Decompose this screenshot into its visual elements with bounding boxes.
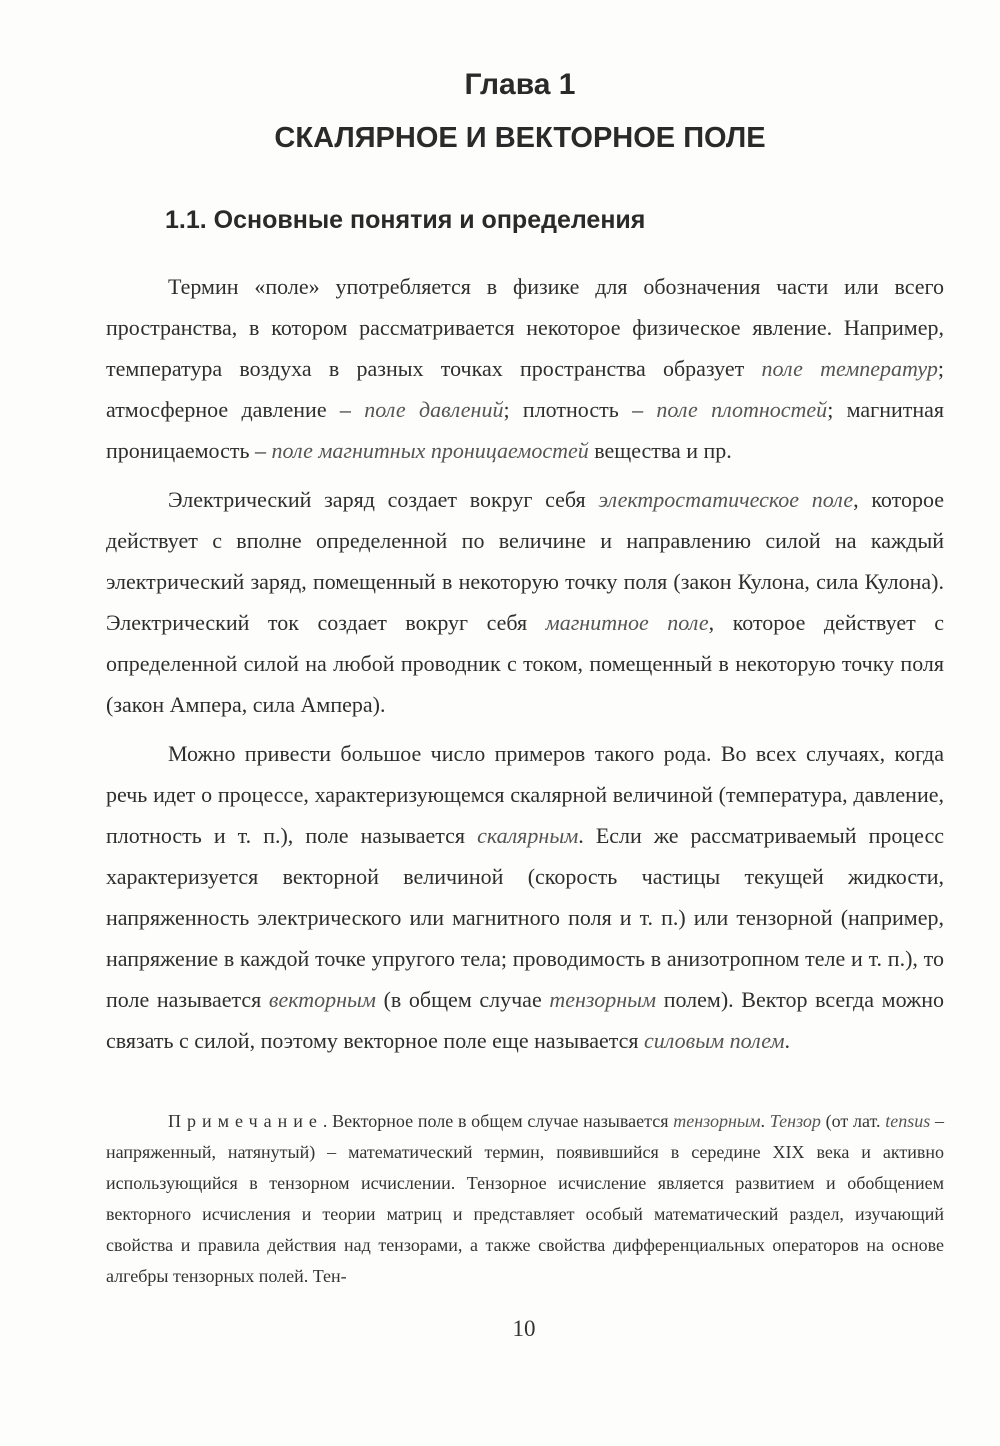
text-run: , которое действует с вполне определенной по величине и направлению силой на каждый электрический заряд, помещенный в некоторую точку поля (закон Кулона, сила Кулона). Электрический ток создает вокруг себя [106,487,944,635]
emphasis-term: поле давлений [364,397,504,422]
paragraph-1 [106,266,944,471]
emphasis-term: tensus [885,1111,931,1131]
emphasis-term: тензорным [549,987,657,1012]
emphasis-term: электростатическое поле [598,487,854,512]
text-run: . Если же рассматриваемый процесс характеризуется векторной величиной (скорость частицы текущей жидкости, напряженность электрического или магнитного поля и т. п.) или тензорной (например, напряжение в каждой точке упругого тела; проводимость в анизотропном теле и т. п.), то поле называется [106,823,944,1012]
text-run: . Векторное поле в общем случае называется [322,1111,674,1131]
text-run: Можно привести большое число примеров такого рода. Во всех случаях, когда речь идет о процессе, характеризующемся скалярной величиной (температура, давление, плотность и т. п.), поле называется [106,741,944,848]
body-text [106,266,944,1069]
page-number: 10 [512,1316,536,1341]
text-run: ; плотность – [503,397,657,422]
emphasis-term: тензорным [673,1111,761,1131]
emphasis-term: поле плотностей [656,397,828,422]
emphasis-term: векторным [268,987,376,1012]
text-run: ; магнитная проницаемость – [106,397,945,463]
text-run: . [760,1111,770,1131]
chapter-label: Глава 1 [464,68,576,101]
text-run: ; атмосферное давление – [106,356,944,422]
text-run: (в общем случае [375,987,550,1012]
note-block [106,1106,944,1292]
text-run: Электрический заряд создает вокруг себя [168,487,599,512]
emphasis-term: силовым полем [644,1028,785,1053]
text-run: вещества и пр. [588,438,732,463]
text-run: Термин «поле» употребляется в физике для обозначения части или всего пространства, в котором рассматривается некоторое физическое явление. Например, температура воздуха в разных точках пространства образует [106,274,944,381]
emphasis-term: поле температур [761,356,938,381]
text-run: – напряженный, натянутый) – математический термин, появившийся в середине XIX века и активно использующийся в тензорном исчислении. Тензорное исчисление является развитием и обобщением векторного исчисления и теории матриц и представляет особый математический раздел, изучающий свойства и правила действия над тензорами, а также свойства дифференциальных операторов на основе алгебры тензорных полей. Тен- [106,1111,944,1286]
text-run: . [784,1028,791,1053]
emphasis-term: Тензор [769,1111,821,1131]
emphasis-term: скалярным [477,823,579,848]
emphasis-term: поле магнитных проницаемостей [271,438,589,463]
text-run: полем). Вектор всегда можно связать с силой, поэтому векторное поле еще называется [106,987,944,1053]
emphasis-term: магнитное поле [545,610,709,635]
text-run: , которое действует с определенной силой на любой проводник с током, помещенный в некоторую точку поля (закон Ампера, сила Ампера). [106,610,944,717]
note-paragraph [106,1106,944,1292]
chapter-title: СКАЛЯРНОЕ И ВЕКТОРНОЕ ПОЛЕ [274,122,766,154]
note-label: Примечание [168,1111,323,1131]
paragraph-2 [106,479,944,725]
section-heading: 1.1. Основные понятия и определения [165,206,646,234]
paragraph-3 [106,733,944,1061]
text-run: (от лат. [820,1111,886,1131]
